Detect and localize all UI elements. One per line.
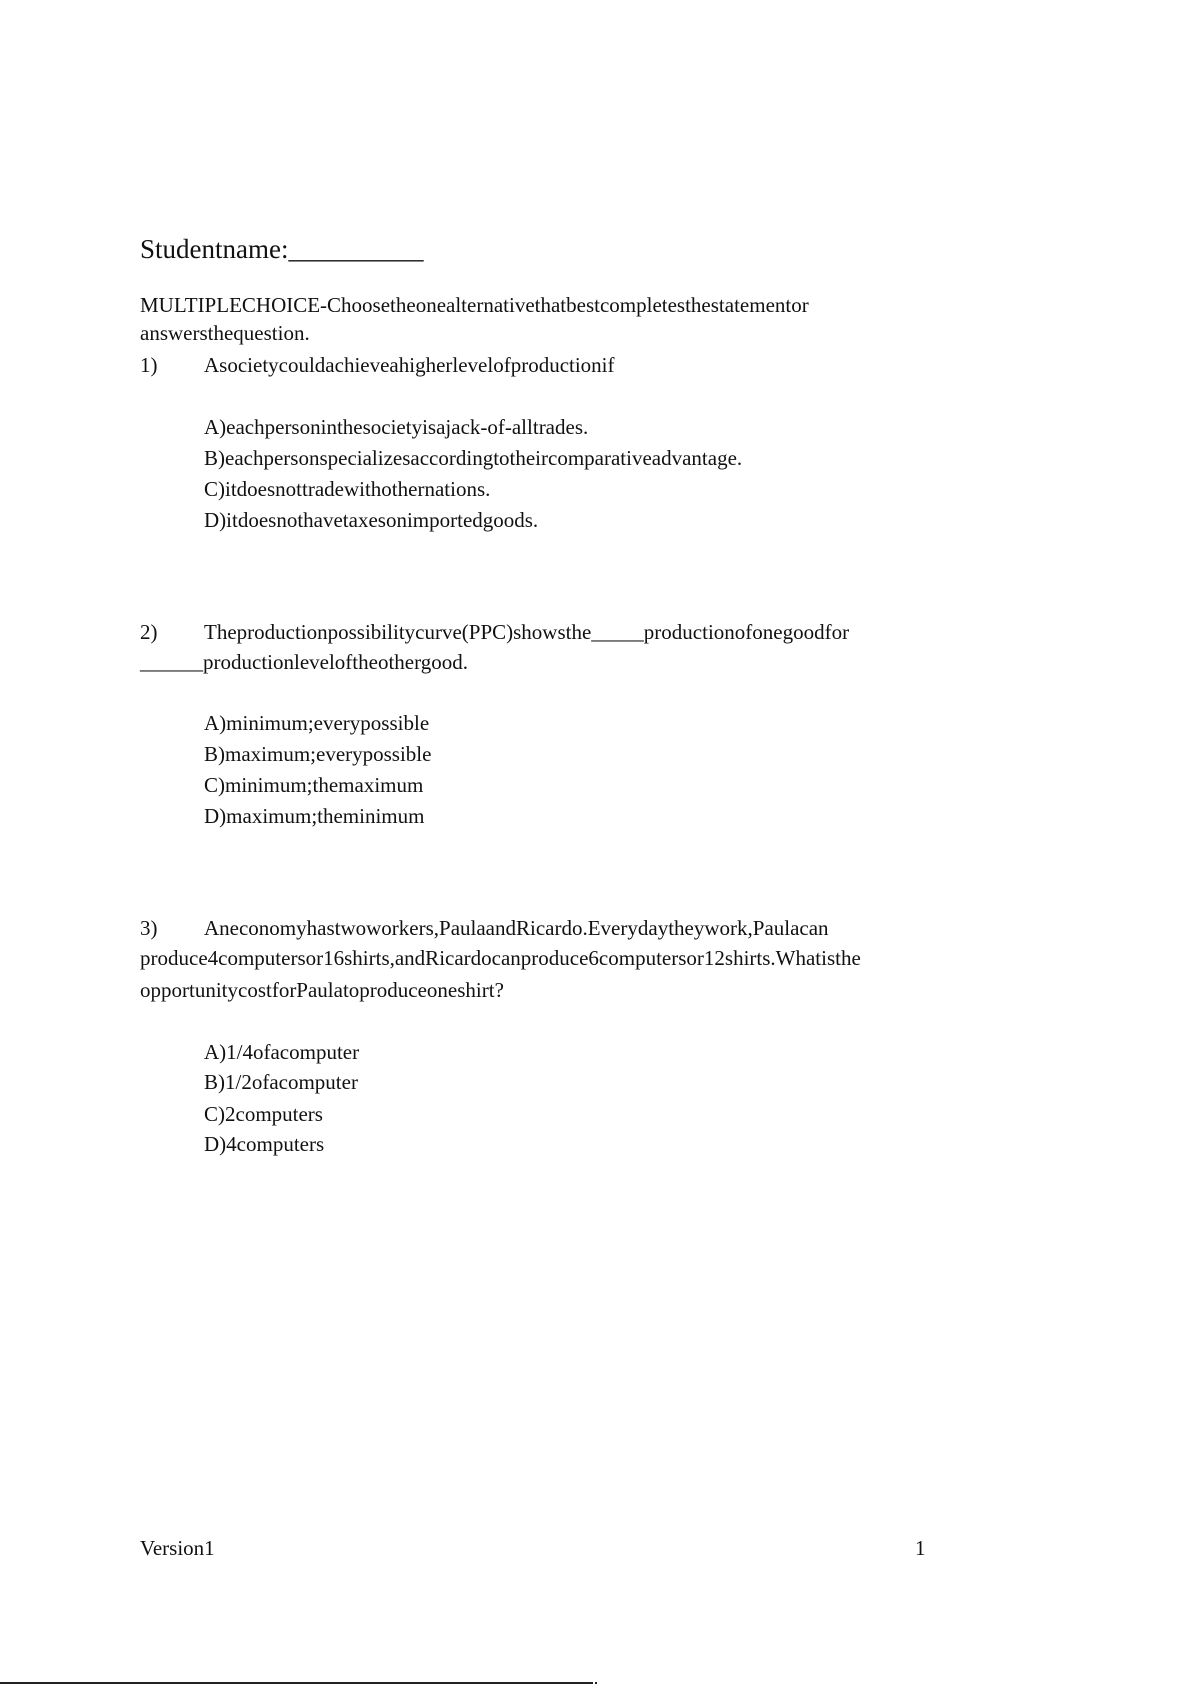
instructions-line-1: MULTIPLECHOICE-Choosetheonealternativethatbestcompletesthestatementor	[140, 293, 809, 317]
answer-option: A)1/4ofacomputer	[204, 1040, 360, 1064]
answer-option: B)eachpersonspecializesaccordingtotheircomparativeadvantage.	[204, 446, 743, 470]
question-text: Asocietycouldachieveahigherlevelofproductionif	[204, 353, 615, 377]
bottom-rule-dot	[595, 1682, 597, 1684]
question-text-continued: produce4computersor16shirts,andRicardocanproduce6computersor12shirts.Whatisthe	[140, 946, 861, 970]
answer-option: D)4computers	[204, 1132, 325, 1156]
answer-option: D)maximum;theminimum	[204, 804, 425, 828]
answer-option: A)minimum;everypossible	[204, 711, 430, 735]
question-text-continued: ______productionleveloftheothergood.	[140, 650, 468, 674]
answer-option: C)itdoesnottradewithothernations.	[204, 477, 491, 501]
answer-option: B)1/2ofacomputer	[204, 1070, 358, 1094]
question-number: 1)	[140, 353, 158, 377]
instructions-line-2: answersthequestion.	[140, 321, 310, 345]
footer-version: Version1	[140, 1536, 215, 1560]
question-text: Theproductionpossibilitycurve(PPC)showsthe_____productionofonegoodfor	[204, 620, 850, 644]
bottom-rule	[0, 1682, 593, 1684]
page-number: 1	[915, 1536, 926, 1560]
student-name-label: Studentname:__________	[140, 234, 424, 264]
answer-option: B)maximum;everypossible	[204, 742, 432, 766]
answer-option: A)eachpersoninthesocietyisajack-of-alltrades.	[204, 415, 589, 439]
question-text: Aneconomyhastwoworkers,PaulaandRicardo.Everydaytheywork,Paulacan	[204, 916, 829, 940]
answer-option: C)minimum;themaximum	[204, 773, 424, 797]
answer-option: D)itdoesnothavetaxesonimportedgoods.	[204, 508, 539, 532]
question-text-continued: opportunitycostforPaulatoproduceoneshirt?	[140, 978, 504, 1002]
question-number: 2)	[140, 620, 158, 644]
question-number: 3)	[140, 916, 158, 940]
answer-option: C)2computers	[204, 1102, 323, 1126]
